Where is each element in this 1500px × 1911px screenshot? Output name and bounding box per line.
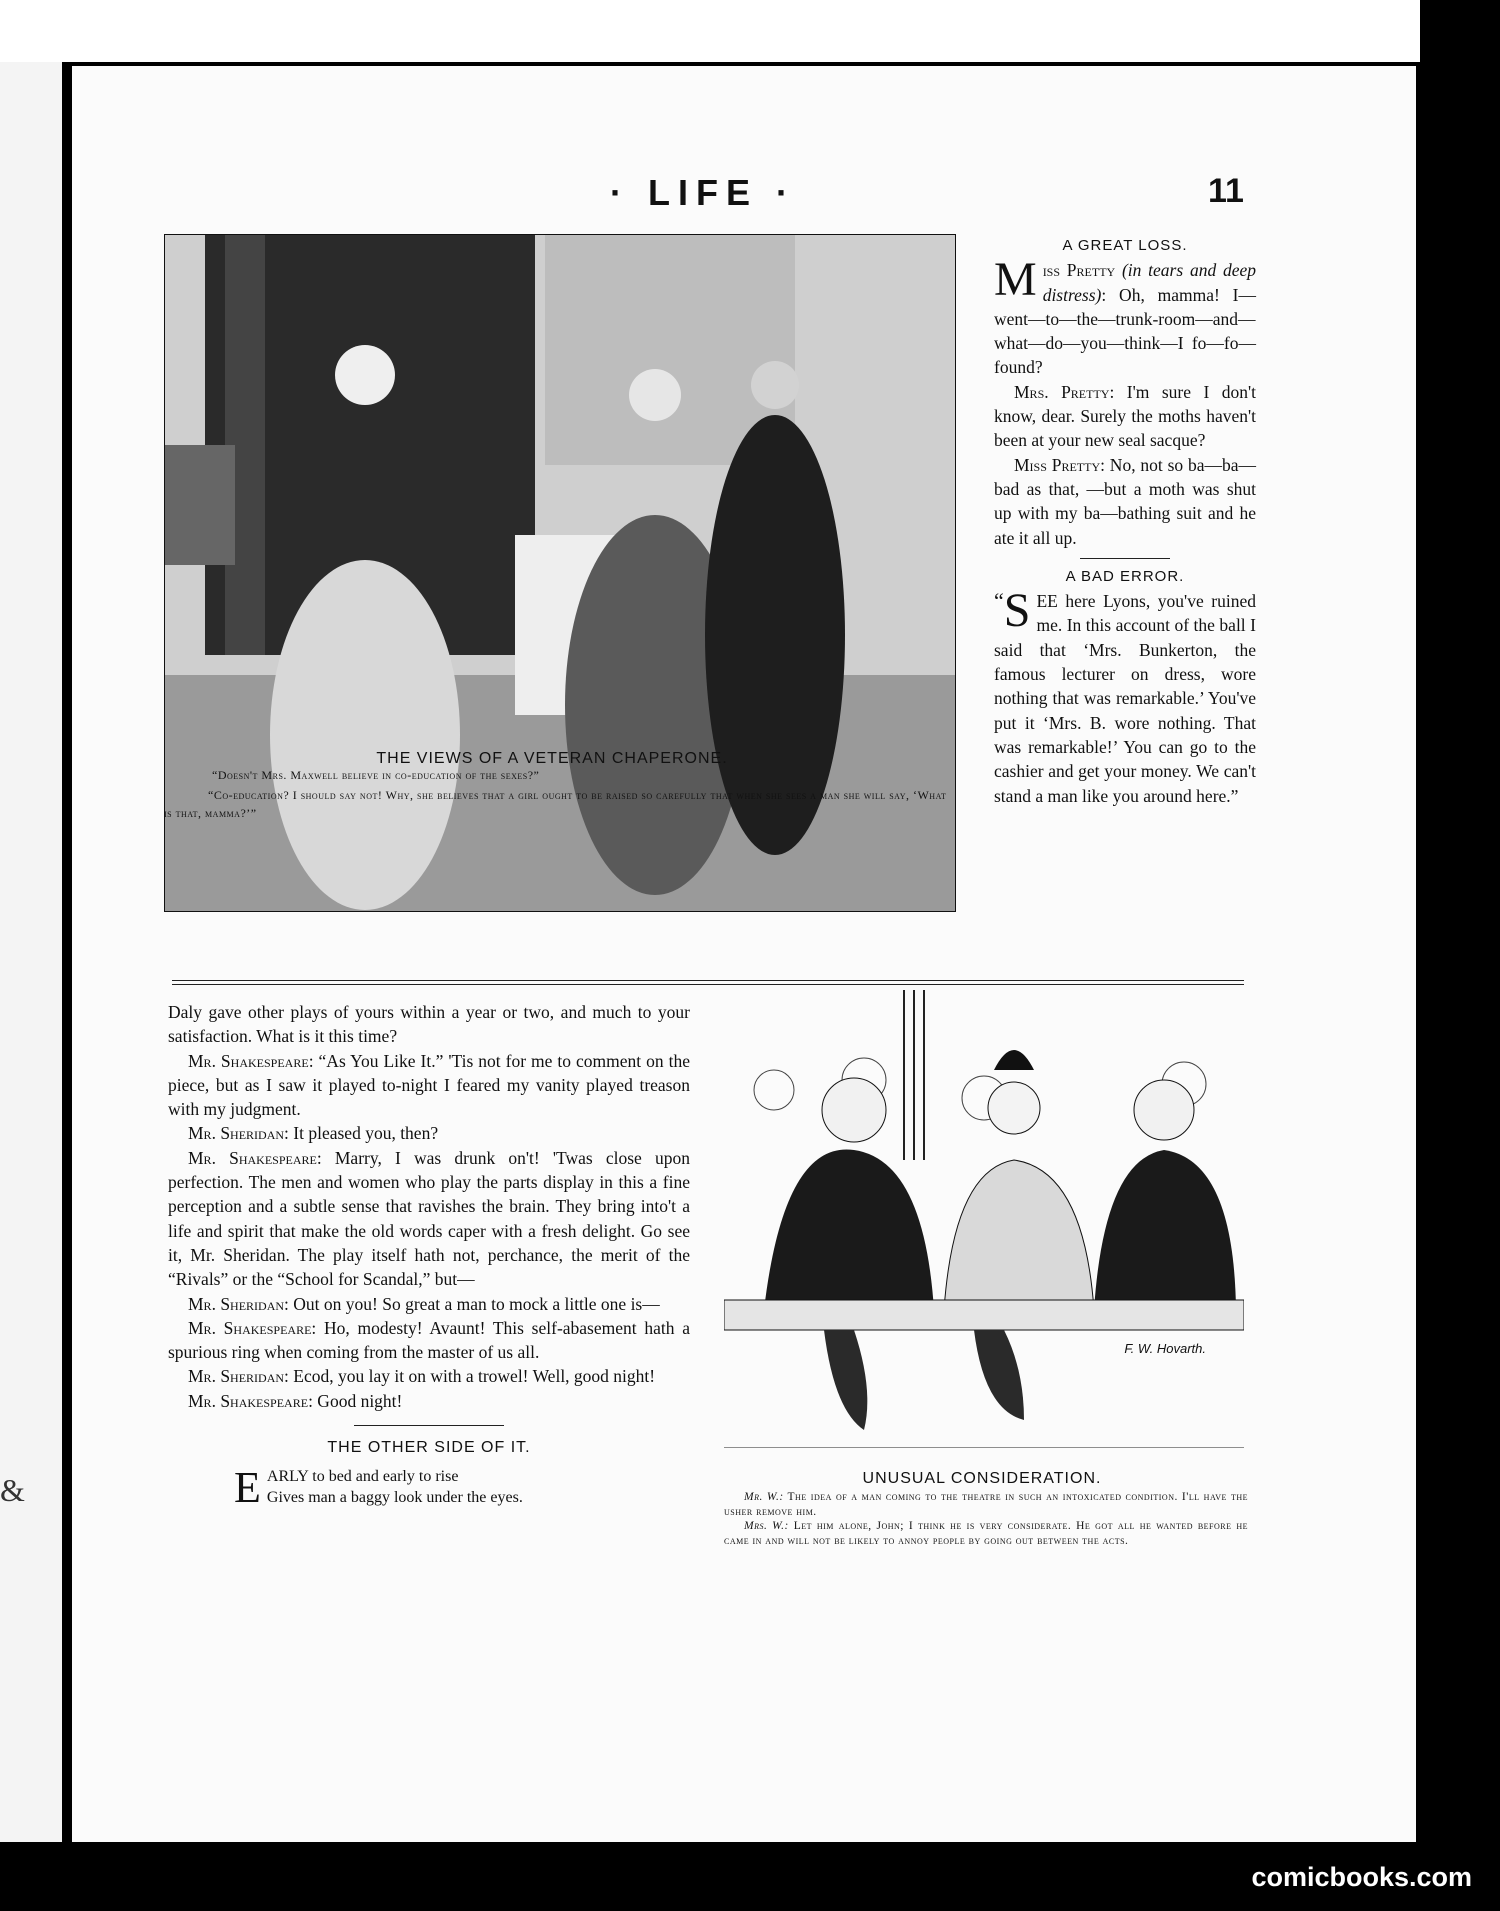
theatre-illustration <box>724 990 1244 1448</box>
dialogue-text: : Oh, mamma! I—went—to—the—trunk-room—and—what—do—you—think—I fo—fo—found? <box>994 284 1256 378</box>
speaker: Mr. Sheridan <box>188 1293 285 1314</box>
verse-line-1: ARLY to bed and early to rise <box>266 1468 459 1486</box>
magazine-title: · LIFE · <box>610 172 796 213</box>
scan-top-strip <box>0 0 1420 62</box>
unusual-caption-p1 <box>724 1490 1248 1519</box>
caption-dialogue: The idea of a man coming to the theatre in such an intoxicated condition. I'll have the usher remove him. <box>724 1491 1248 1518</box>
speaker: Miss Pretty <box>1014 454 1101 475</box>
speaker: Mr. Shakespeare <box>188 1317 312 1338</box>
stage-direction: (in tears and deep distress) <box>1042 260 1256 305</box>
section-divider <box>1080 558 1170 559</box>
bad-error-body: EE here Lyons, you've ruined me. In this account of the ball I said that ‘Mrs. Bunkerton, the famous lecturer on dress, wore nothing that was remarkable.’ You've put it ‘Mrs. B. wore nothing. That was remarkable!’ You can go to the cashier and get your money. We can't stand a man like you around here.” <box>994 591 1256 806</box>
bad-error-dropcap: S <box>1003 584 1031 638</box>
speaker: Mr. Shakespeare <box>188 1050 309 1071</box>
dialogue-text: : Out on you! So great a man to mock a little one is— <box>284 1293 660 1314</box>
verse-line-2: Gives man a baggy look under the eyes. <box>266 1489 523 1507</box>
double-rule-bottom <box>172 984 1244 985</box>
dialogue-p4 <box>168 1146 690 1292</box>
dialogue-p6 <box>168 1316 690 1365</box>
dialogue-p3 <box>168 1121 690 1145</box>
left-margin-mark: & <box>0 1472 25 1508</box>
great-loss-p2 <box>994 380 1256 453</box>
page-header <box>72 172 1416 232</box>
unusual-caption-p2 <box>724 1519 1248 1548</box>
magazine-page <box>72 66 1416 1842</box>
chaperone-caption-line1: “Doesn't Mrs. Maxwell believe in co-education of the sexes?” <box>212 768 540 782</box>
speaker: Mr. Sheridan <box>188 1366 285 1387</box>
speaker: Mr. W.: <box>744 1491 784 1503</box>
dialogue-p1: Daly gave other plays of yours within a year or two, and much to your satisfaction. What is it this time? <box>168 1002 690 1047</box>
speaker: Mr. Sheridan <box>188 1123 285 1144</box>
speaker: Mrs. W.: <box>744 1520 789 1532</box>
dialogue-p2 <box>168 1049 690 1122</box>
caption-dialogue: Let him alone, John; I think he is very considerate. He got all he wanted before he came in and will not be likely to annoy people by going out between the acts. <box>724 1520 1248 1547</box>
great-loss-p3 <box>994 453 1256 550</box>
bad-error-title: A BAD ERROR. <box>1065 567 1185 585</box>
dialogue-text: : Good night! <box>308 1390 403 1411</box>
great-loss-dropcap: M <box>994 253 1037 307</box>
quote-mark: “ <box>994 588 1004 614</box>
dialogue-text: : Ho, modesty! Avaunt! This self-abasement hath a spurious ring when coming from the master of us all. <box>168 1317 690 1363</box>
speaker: iss Pretty <box>1042 260 1116 281</box>
dialogue-text: : Marry, I was drunk on't! 'Twas close upon perfection. The men and women who play the parts display in this a fine perception and a subtle sense that ravishes the brain. They bring into't a life and spirit that make the old words caper with a fresh delight. Go see it, Mr. Sheridan. The play itself hath not, perchance, the merit of the “Rivals” or the “School for Scandal,” but— <box>168 1147 690 1290</box>
dialogue-p5 <box>168 1292 690 1316</box>
bad-error-text <box>994 584 1256 808</box>
artist-signature: F. W. Hovarth. <box>1124 1341 1206 1356</box>
dialogue-text: : Ecod, you lay it on with a trowel! Well, good night! <box>284 1366 656 1387</box>
right-column <box>994 234 1256 808</box>
chaperone-caption-title: THE VIEWS OF A VETERAN CHAPERONE. <box>376 750 728 767</box>
dialogue-text: : It pleased you, then? <box>284 1123 439 1144</box>
great-loss-p1 <box>994 253 1256 379</box>
unusual-caption-title: UNUSUAL CONSIDERATION. <box>862 1470 1102 1487</box>
section-divider <box>354 1425 504 1426</box>
adjacent-page-edge <box>0 62 62 1842</box>
dialogue-text: : No, not so ba—ba—bad as that, —but a moth was shut up with my ba—bathing suit and he ate it all up. <box>994 454 1256 548</box>
speaker: Mr. Shakespeare <box>188 1147 317 1168</box>
site-watermark: comicbooks.com <box>1251 1862 1472 1892</box>
unusual-caption-text <box>724 1490 1248 1548</box>
speaker: Mrs. Pretty <box>1014 381 1110 402</box>
dialogue-p8 <box>168 1389 690 1413</box>
other-side-title: THE OTHER SIDE OF IT. <box>327 1439 531 1457</box>
great-loss-title: A GREAT LOSS. <box>1062 237 1188 254</box>
chaperone-caption-line2: “Co-education? I should say not! Why, she believes that a girl ought to be raised so carefully that when she sees a man she will say, ‘What is that, mamma?’” <box>164 788 947 820</box>
speaker: Mr. Shakespeare <box>188 1390 309 1411</box>
dialogue-text: : “As You Like It.” 'Tis not for me to comment on the piece, but as I saw it played to-night I feared my vanity played treason with my judgment. <box>168 1050 691 1120</box>
dialogue-text: : I'm sure I don't know, dear. Surely the moths haven't been at your new seal sacque? <box>994 381 1256 451</box>
page-number: 11 <box>1208 172 1244 210</box>
dialogue-column <box>168 1000 691 1513</box>
other-side-verse <box>234 1463 690 1513</box>
dialogue-p7 <box>168 1364 690 1388</box>
other-side-dropcap: E <box>234 1463 261 1513</box>
theatre-drawing <box>724 990 1244 1448</box>
double-rule-top <box>172 980 1244 981</box>
